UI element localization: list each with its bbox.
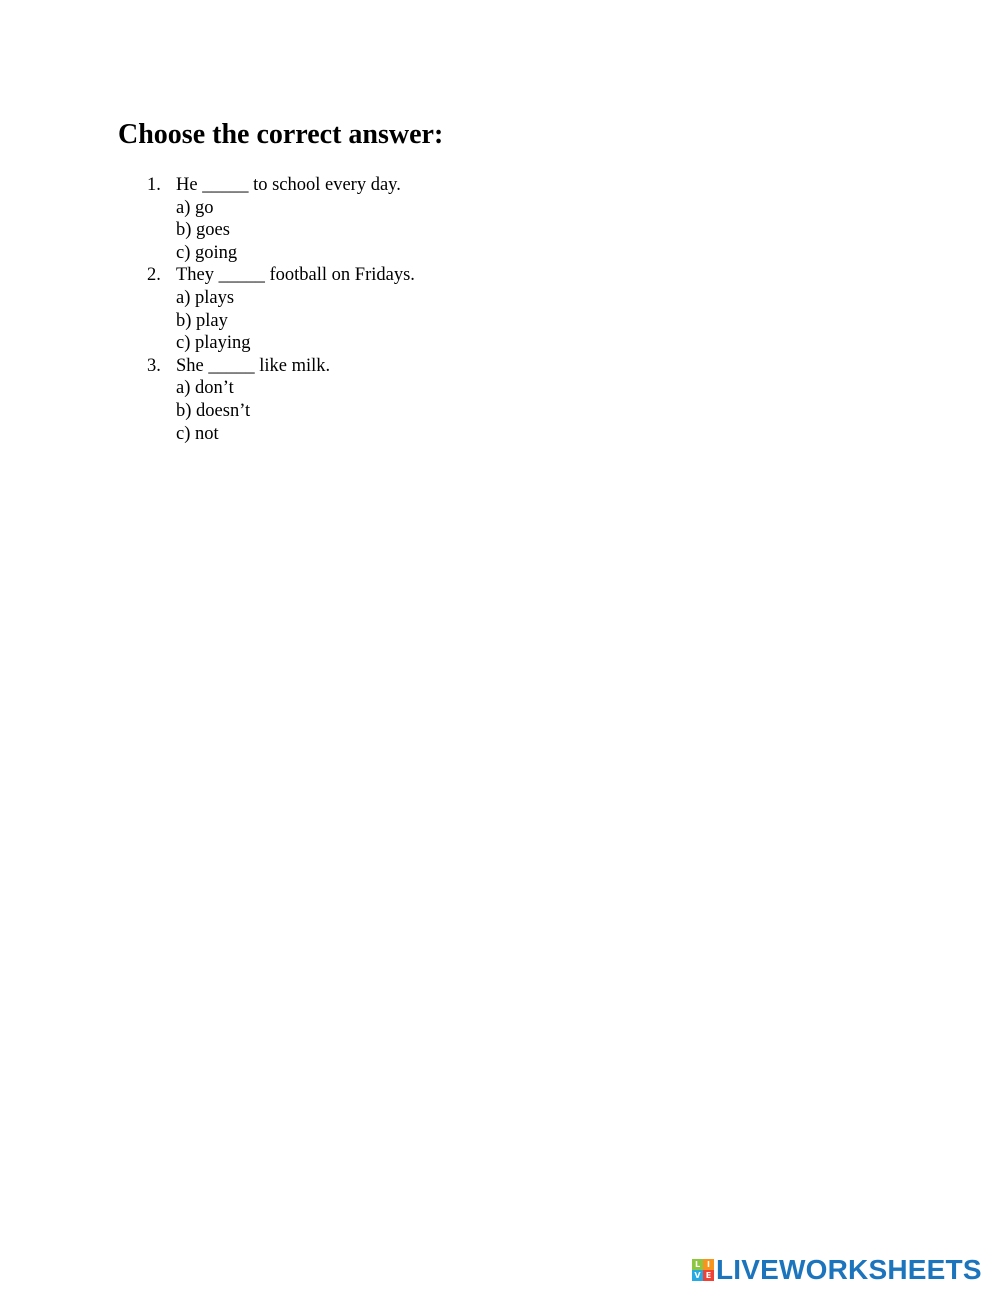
question-item: [147, 355, 415, 445]
question-row: [147, 264, 415, 287]
answer-option: a) don’t: [176, 378, 234, 399]
question-text: He _____ to school every day.: [176, 175, 401, 195]
question-item: [147, 264, 415, 354]
answer-option: b) doesn’t: [176, 400, 251, 421]
question-number: 1.: [147, 175, 161, 195]
answer-options: [147, 377, 415, 445]
answer-option: b) play: [176, 310, 228, 331]
answer-option: b) goes: [176, 220, 230, 241]
answer-option: a) go: [176, 197, 214, 218]
logo-block: V: [692, 1270, 703, 1281]
logo-block: E: [703, 1270, 714, 1281]
answer-options: [147, 287, 415, 355]
question-number: 2.: [147, 265, 161, 286]
answer-option: c) not: [176, 423, 219, 444]
question-item: [147, 174, 415, 264]
answer-option: c) going: [176, 242, 238, 263]
question-list: [147, 174, 415, 445]
question-row: [147, 355, 415, 378]
question-text: They _____ football on Fridays.: [176, 265, 415, 286]
question-row: [147, 174, 415, 197]
answer-options: [147, 197, 415, 265]
liveworksheets-logo: [692, 1254, 982, 1285]
logo-block: I: [703, 1259, 714, 1270]
live-blocks-icon: [692, 1259, 714, 1281]
logo-block: L: [692, 1259, 703, 1270]
brand-wordmark: LIVEWORKSHEETS: [716, 1254, 982, 1285]
answer-option: a) plays: [176, 287, 235, 308]
question-text: She _____ like milk.: [176, 355, 331, 376]
answer-option: c) playing: [176, 333, 251, 354]
worksheet-title: Choose the correct answer:: [118, 119, 444, 150]
question-number: 3.: [147, 355, 161, 376]
